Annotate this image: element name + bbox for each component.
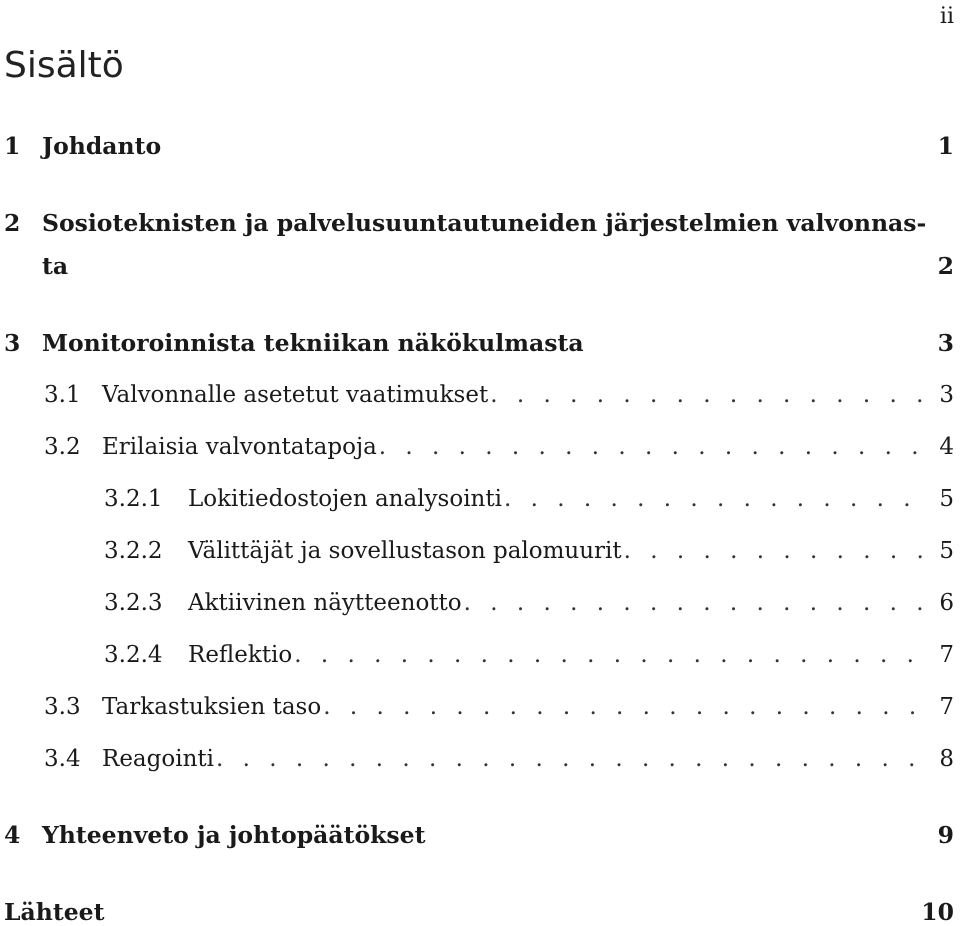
chapter-page: 3 xyxy=(937,329,954,357)
toc-section-3-4[interactable] xyxy=(44,746,954,772)
subsection-page: 5 xyxy=(939,486,954,512)
toc-chapter-3[interactable] xyxy=(4,329,954,357)
section-number: 3.3 xyxy=(44,694,81,720)
dot-leader xyxy=(490,382,931,408)
section-title: Tarkastuksien taso xyxy=(102,694,322,720)
toc-chapter-1[interactable] xyxy=(4,132,954,160)
chapter-title: Johdanto xyxy=(42,132,162,160)
section-page: 7 xyxy=(939,694,954,720)
section-page: 3 xyxy=(939,382,954,408)
chapter-number: 3 xyxy=(4,329,21,357)
section-number: 3.4 xyxy=(44,746,81,772)
subsection-number: 3.2.4 xyxy=(104,642,163,668)
dot-leader xyxy=(216,746,931,772)
references-title: Lähteet xyxy=(4,898,105,926)
toc-subsection-3-2-3[interactable] xyxy=(104,590,954,616)
dot-leader xyxy=(624,538,932,564)
section-title: Reagointi xyxy=(102,746,214,772)
toc-subsection-3-2-2[interactable] xyxy=(104,538,954,564)
subsection-title: Lokitiedostojen analysointi xyxy=(188,486,502,512)
chapter-number: 4 xyxy=(4,821,21,849)
chapter-number: 2 xyxy=(4,209,21,237)
chapter-page: 1 xyxy=(937,132,954,160)
toc-references[interactable] xyxy=(4,898,954,926)
chapter-title-line-1: Sosioteknisten ja palvelusuuntautuneiden järjestelmien valvonnas- xyxy=(42,209,927,237)
chapter-page: 2 xyxy=(937,252,954,280)
chapter-number: 1 xyxy=(4,132,21,160)
chapter-title: Yhteenveto ja johtopäätökset xyxy=(42,821,426,849)
toc-subsection-3-2-1[interactable] xyxy=(104,486,954,512)
subsection-title: Reflektio xyxy=(188,642,293,668)
section-number: 3.1 xyxy=(44,382,81,408)
page-number: ii xyxy=(939,4,954,29)
subsection-number: 3.2.1 xyxy=(104,486,163,512)
chapter-page: 9 xyxy=(937,821,954,849)
toc-chapter-4[interactable] xyxy=(4,821,954,849)
subsection-title: Välittäjät ja sovellustason palomuurit xyxy=(188,538,622,564)
dot-leader xyxy=(464,590,932,616)
section-title: Erilaisia valvontatapoja xyxy=(102,434,377,460)
subsection-number: 3.2.2 xyxy=(104,538,163,564)
dot-leader xyxy=(379,434,932,460)
subsection-page: 5 xyxy=(939,538,954,564)
toc-section-3-3[interactable] xyxy=(44,694,954,720)
toc-chapter-2-continued[interactable] xyxy=(42,252,954,280)
subsection-title: Aktiivinen näytteenotto xyxy=(188,590,462,616)
toc-chapter-2[interactable] xyxy=(4,209,954,237)
subsection-page: 7 xyxy=(939,642,954,668)
section-page: 4 xyxy=(939,434,954,460)
toc-subsection-3-2-4[interactable] xyxy=(104,642,954,668)
chapter-title-line-2: ta xyxy=(42,252,69,280)
references-page: 10 xyxy=(921,898,954,926)
dot-leader xyxy=(323,694,931,720)
toc-section-3-1[interactable] xyxy=(44,382,954,408)
chapter-title: Monitoroinnista tekniikan näkökulmasta xyxy=(42,329,584,357)
subsection-page: 6 xyxy=(939,590,954,616)
dot-leader xyxy=(504,486,931,512)
toc-heading: Sisältö xyxy=(4,45,124,86)
toc-section-3-2[interactable] xyxy=(44,434,954,460)
section-number: 3.2 xyxy=(44,434,81,460)
dot-leader xyxy=(294,642,931,668)
section-title: Valvonnalle asetetut vaatimukset xyxy=(102,382,489,408)
section-page: 8 xyxy=(939,746,954,772)
subsection-number: 3.2.3 xyxy=(104,590,163,616)
